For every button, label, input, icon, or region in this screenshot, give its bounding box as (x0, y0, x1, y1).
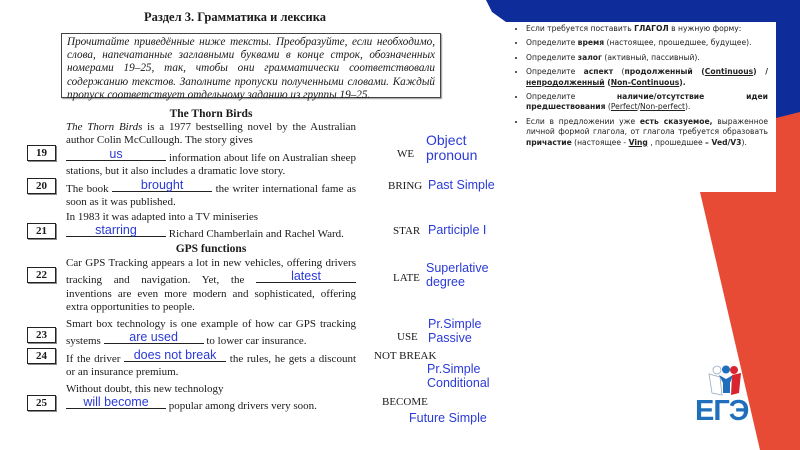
task-20-text: The book brought the writer international fame as soon as it was published. (66, 178, 356, 209)
note-24: Pr.Simple Conditional (427, 362, 490, 390)
note-23: Pr.Simple Passive (428, 317, 482, 345)
rule-voice: • Определите залог (активный, пассивный). (526, 53, 768, 63)
answer-23: are used (129, 330, 178, 345)
answer-22: latest (291, 269, 321, 284)
task-22-text: Car GPS Tracking appears a lot in new vehicles, offering drivers tracking and navigation. Yet, the latest inventions are even more modern and sophisticated, offering extra opportunities to people. (66, 257, 356, 314)
answer-blank-22[interactable] (256, 270, 356, 283)
instructions-box: Прочитайте приведённые ниже тексты. Преобразуйте, если необходимо, слова, напечатанные заглавными буквами в конце строк, обозначенных номерами 19–25, так, чтобы они грамматически соответствовали содержанию текстов. Заполните пропуски полученными словами. Каждый пропуск соответствует отдельному заданию из группы 19–25. (61, 33, 441, 98)
people-emblem-icon (706, 365, 750, 397)
keyword-23: USE (397, 331, 418, 343)
answer-blank-21[interactable] (66, 224, 166, 237)
task-25-text: Without doubt, this new technology will become popular among drivers very soon. (66, 383, 317, 413)
keyword-25: BECOME (382, 396, 428, 408)
answer-blank-23[interactable] (104, 331, 204, 344)
book-title: The Thorn Birds (66, 121, 143, 133)
rule-tense: • Определите время (настоящее, прошедшее, будущее). (526, 38, 768, 48)
note-19: Object pronoun (426, 132, 478, 163)
rule-perfect: • Определите наличие/отсутствие идеи предшествования (Perfect/Non-perfect). (526, 92, 768, 113)
answer-21: starring (95, 223, 137, 238)
text-heading-gps: GPS functions (175, 243, 247, 255)
task-number-19: 19 (27, 145, 56, 161)
keyword-20: BRING (388, 180, 423, 192)
answer-blank-20[interactable] (112, 179, 212, 192)
keyword-19: WE (397, 148, 415, 160)
task-23-text: Smart box technology is one example of how car GPS tracking systems are used to lower car insurance. (66, 318, 356, 348)
logo-text: ЕГЭ (695, 395, 749, 427)
answer-20: brought (140, 178, 184, 192)
task-24-text: If the driver does not break the rules, he gets a discount or an insurance premium. (66, 348, 356, 379)
task-number-24: 24 (27, 348, 56, 364)
answer-19: us (109, 146, 123, 161)
keyword-22: LATE (393, 272, 420, 284)
note-22: Superlative degree (426, 261, 489, 289)
task-number-21: 21 (27, 223, 56, 239)
answer-blank-25[interactable] (66, 396, 166, 409)
answer-25: will become (83, 395, 149, 410)
note-21: Participle I (428, 223, 487, 237)
note-25: Future Simple (409, 411, 487, 425)
rules-box (506, 22, 776, 192)
keyword-24: NOT BREAK (374, 350, 437, 362)
rule-participle: • Если в предложении уже есть сказуемое, выраженное личной формой глагола, от глагола требуется образовать причастие (настоящее - Ving , прошедшее – Ved/V3). (526, 117, 768, 148)
section-title: Раздел 3. Грамматика и лексика (144, 10, 326, 24)
task-number-20: 20 (27, 178, 56, 194)
answer-24: does not break (133, 348, 217, 362)
task-number-23: 23 (27, 327, 56, 343)
keyword-21: STAR (393, 225, 421, 237)
rule-aspect: • Определите аспект (продолженный (Continuous) / непродолженный (Non-Continuous). (526, 67, 768, 88)
task-21-text: In 1983 it was adapted into a TV miniseries starring Richard Chamberlain and Rachel Ward. (66, 211, 344, 241)
task-number-25: 25 (27, 395, 56, 411)
note-20: Past Simple (428, 178, 495, 192)
answer-blank-19[interactable] (66, 148, 166, 161)
rule-verb-form: • Если требуется поставить ГЛАГОЛ в нужную форму: (526, 24, 768, 34)
task-19-text: The Thorn Birds is a 1977 bestselling novel by the Australian author Colin McCullough. The story gives us information about life on Australian sheep stations, but it also includes a dramatic love story. (66, 121, 356, 178)
task-number-22: 22 (27, 267, 56, 283)
text-heading-thorn-birds: The Thorn Birds (169, 108, 253, 120)
answer-blank-24[interactable] (124, 349, 226, 362)
